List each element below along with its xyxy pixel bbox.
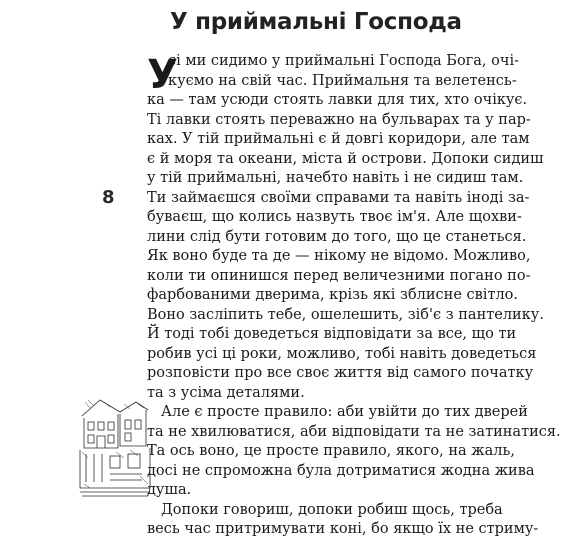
chapter-title: У приймальні Господа (170, 9, 462, 35)
text-line: Але є просте правило: аби увійти до тих дверей (161, 404, 528, 420)
text-line: Ти займаєшся своїми справами та навіть іноді за- (147, 189, 530, 206)
drop-cap: У (147, 52, 178, 98)
text-line: ка — там усюди стоять лавки для тих, хто очікує. (147, 92, 528, 108)
text-line: фарбованими дверима, крізь які зблисне світло. (147, 287, 519, 303)
text-line: Як воно буде та де — нікому не відомо. Можливо, (147, 248, 531, 264)
text-line: робив усі ці роки, можливо, тобі навіть доведеться (147, 345, 537, 362)
text-line: ках. У тій приймальні є й довгі коридори, але там (147, 131, 530, 147)
text-line: весь час притримувати коні, бо якщо їх не стриму- (147, 521, 539, 537)
text-line: душа. (147, 482, 192, 498)
page-number: 8 (102, 187, 115, 208)
text-line: Ті лавки стоять переважно на бульварах та у пар- (147, 111, 531, 128)
text-line: куємо на свій час. Приймальня та велетенсь- (168, 72, 517, 89)
text-line: є й моря та океани, міста й острови. Допоки сидиш (147, 150, 544, 167)
body-text (147, 52, 561, 540)
text-line: лини слід бути готовим до того, що це станеться. (147, 228, 527, 245)
text-line: розповісти про все своє життя від самого початку (147, 365, 534, 381)
text-line: буваєш, що колись назвуть твоє ім'я. Але щохви- (147, 209, 522, 225)
text-line: досі не спроможна була дотриматися жодна жива (147, 462, 535, 479)
text-line: Й тоді тобі доведеться відповідати за все, що ти (147, 326, 517, 342)
text-line: Воно засліпить тебе, ошелешить, зіб'є з пантелику. (147, 306, 544, 323)
text-line: коли ти опинишся перед величезними погано по- (147, 267, 531, 284)
text-line: сі ми сидимо у приймальні Господа Бога, очі- (168, 53, 519, 69)
text-line: та з усіма деталями. (147, 384, 305, 401)
text-line: та не хвилюватися, аби відповідати та не затинатися. (147, 423, 561, 440)
text-line: у тій приймальні, начебто навіть і не сидиш там. (147, 170, 524, 186)
text-line: Допоки говориш, допоки робиш щось, треба (161, 501, 503, 518)
sketched-houses-illustration (80, 388, 150, 500)
text-line: Та ось воно, це просте правило, якого, на жаль, (147, 443, 515, 459)
